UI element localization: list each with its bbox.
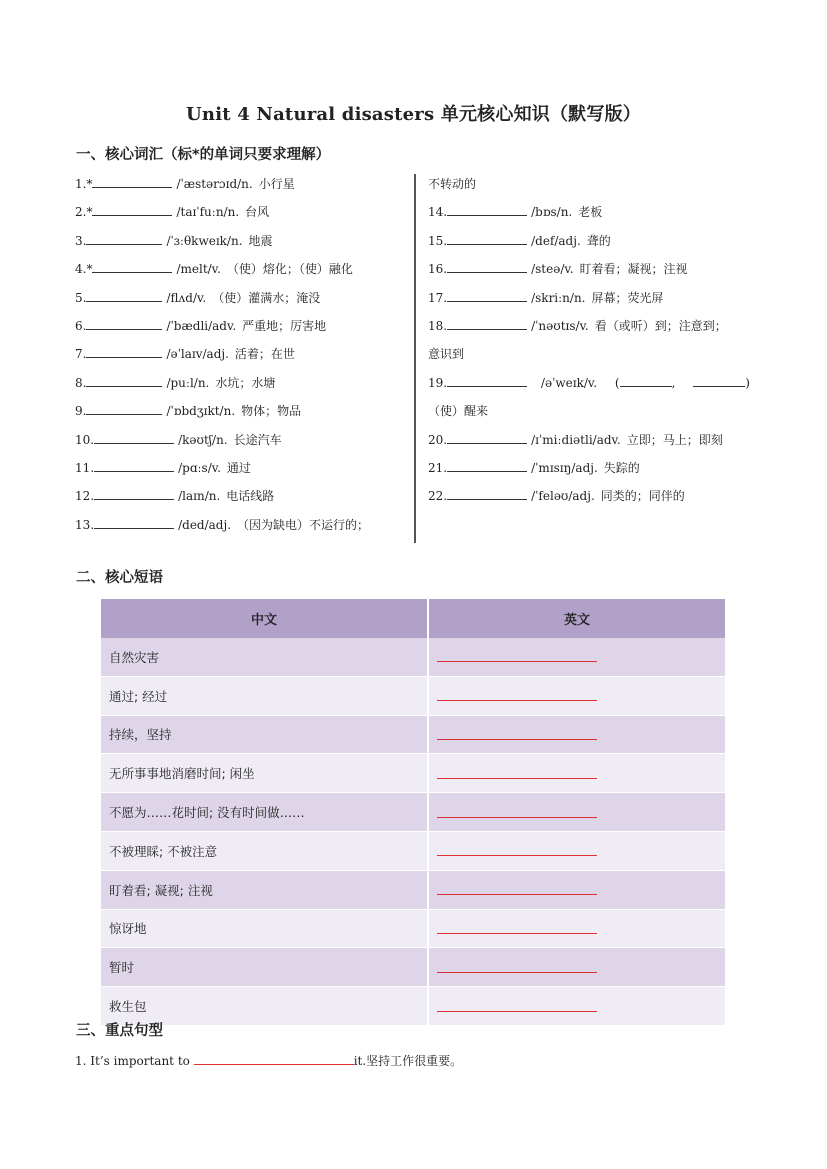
vocab-left-column — [75, 172, 405, 541]
vocab-number: 6. — [75, 318, 87, 333]
phrase-chinese: 通过; 经过 — [101, 676, 428, 715]
vocab-number: 2.* — [75, 205, 93, 220]
vocab-item — [428, 286, 763, 314]
answer-blank[interactable] — [86, 345, 162, 358]
answer-blank[interactable] — [94, 459, 174, 472]
answer-blank[interactable] — [94, 487, 174, 500]
vocab-number: 17. — [428, 290, 448, 305]
phrase-english-cell[interactable] — [428, 754, 726, 793]
phrase-chinese: 不愿为……花时间; 没有时间做…… — [101, 793, 428, 832]
phrase-english-cell[interactable] — [428, 948, 726, 987]
vocab-phonetic: /puːl/n. — [166, 375, 210, 390]
answer-blank[interactable] — [94, 431, 174, 444]
vocab-meaning: 聋的 — [586, 233, 611, 248]
vocab-item — [75, 229, 405, 257]
vocab-item — [75, 484, 405, 512]
vocab-meaning: （使）灌满水；淹没 — [212, 290, 321, 305]
vocab-number: 1.* — [75, 177, 93, 191]
answer-blank[interactable] — [447, 374, 527, 387]
answer-blank[interactable] — [437, 661, 597, 662]
vocab-item — [75, 371, 405, 399]
answer-blank[interactable] — [194, 1052, 354, 1065]
phrase-english-cell[interactable] — [428, 987, 726, 1026]
table-row — [101, 638, 726, 676]
vocab-item — [75, 399, 405, 427]
answer-blank[interactable] — [86, 402, 162, 415]
vocab-phonetic: /ɪˈmiːdiətli/adv. — [531, 432, 621, 447]
vocab-phonetic: /bɒs/n. — [531, 205, 573, 220]
phrase-english-cell[interactable] — [428, 793, 726, 832]
answer-blank[interactable] — [437, 1011, 597, 1012]
vocab-item — [428, 456, 763, 484]
answer-blank[interactable] — [437, 817, 597, 818]
vocab-item — [75, 513, 405, 541]
vocab-meaning: 看（或听）到；注意到； — [594, 318, 727, 333]
vocab-meaning: 台风 — [245, 205, 270, 220]
table-row — [101, 870, 726, 909]
vocab-number: 21. — [428, 460, 448, 475]
vocab-item — [75, 428, 405, 456]
answer-blank[interactable] — [86, 232, 162, 245]
phrase-chinese: 不被理睬; 不被注意 — [101, 831, 428, 870]
vocab-phonetic: /əˈlaɪv/adj. — [166, 347, 229, 362]
vocab-phonetic: /pɑːs/v. — [178, 460, 221, 475]
vocab-meaning: 立即；马上；即刻 — [626, 432, 723, 447]
vocab-item — [428, 200, 763, 228]
vocab-phonetic: /ˈnəʊtɪs/v. — [531, 318, 589, 333]
phrase-chinese: 自然灾害 — [101, 638, 428, 676]
vocab-18-continuation: 意识到 — [428, 347, 465, 362]
vocab-section-heading: 一、核心词汇（标*的单词只要求理解） — [76, 147, 331, 163]
vocab-number: 10. — [75, 432, 95, 447]
answer-blank[interactable] — [437, 739, 597, 740]
header-english: 英文 — [428, 599, 726, 638]
phrase-chinese: 无所事事地消磨时间; 闲坐 — [101, 754, 428, 793]
vocab-number: 20. — [428, 432, 448, 447]
table-row — [101, 831, 726, 870]
answer-blank[interactable] — [92, 175, 172, 188]
vocab-number: 12. — [75, 489, 95, 504]
table-row — [101, 676, 726, 715]
answer-blank[interactable] — [437, 972, 597, 973]
vocab-phonetic: /steə/v. — [531, 262, 574, 277]
vocab-number: 22. — [428, 489, 448, 504]
phrase-english-cell[interactable] — [428, 638, 726, 676]
vocab-meaning: 小行星 — [258, 177, 295, 191]
answer-blank[interactable] — [447, 431, 527, 444]
page-title: Unit 4 Natural disasters 单元核心知识（默写版） — [186, 104, 641, 125]
vocab-item — [428, 314, 763, 342]
vocab-item — [75, 286, 405, 314]
vocab-number: 9. — [75, 404, 87, 419]
vocab-phonetic: /ded/adj. — [178, 517, 232, 532]
answer-blank[interactable] — [92, 260, 172, 273]
phrase-chinese: 盯着看; 凝视; 注视 — [101, 870, 428, 909]
vocab-phonetic: /def/adj. — [531, 233, 581, 248]
answer-blank[interactable] — [447, 289, 527, 302]
vocab-number: 8. — [75, 375, 87, 390]
answer-blank[interactable] — [86, 374, 162, 387]
vocab-13-continuation: 不转动的 — [428, 177, 477, 191]
vocab-phonetic: /skriːn/n. — [531, 290, 586, 305]
vocab-meaning: 通过 — [226, 460, 251, 475]
vocab-item — [428, 229, 763, 257]
phrase-english-cell[interactable] — [428, 715, 726, 754]
vocab-meaning: （使）熔化；（使）融化 — [226, 262, 353, 277]
phrase-english-cell[interactable] — [428, 831, 726, 870]
vocab-item — [75, 342, 405, 370]
answer-blank[interactable] — [94, 516, 174, 529]
vocab-phonetic: /taɪˈfuːn/n. — [176, 205, 240, 220]
vocab-meaning: （因为缺电）不运行的； — [237, 517, 370, 532]
vocab-meaning: 水坑；水塘 — [215, 375, 276, 390]
phrase-chinese: 惊讶地 — [101, 909, 428, 948]
vocab-meaning: 地震 — [248, 233, 273, 248]
vocab-item — [75, 456, 405, 484]
phrases-table — [101, 599, 727, 1026]
vocab-item — [75, 172, 405, 200]
answer-blank[interactable] — [86, 289, 162, 302]
vocab-phonetic: /ˈɜːθkweɪk/n. — [166, 233, 243, 248]
vocab-item-19: 19. /əˈweɪk/v. ( , ) — [428, 375, 750, 390]
answer-blank[interactable] — [447, 203, 527, 216]
vocab-item — [428, 484, 763, 512]
vocab-phonetic: /flʌd/v. — [166, 290, 207, 305]
vocab-phonetic: /ˈbædli/adv. — [166, 318, 237, 333]
answer-blank[interactable] — [437, 778, 597, 779]
table-row — [101, 987, 726, 1026]
vocab-meaning: 屏幕；荧光屏 — [591, 290, 664, 305]
vocab-right-column — [428, 172, 763, 513]
vocab-meaning: 盯着看；凝视；注视 — [579, 262, 688, 277]
vocab-item — [428, 257, 763, 285]
vocab-phonetic: /laɪn/n. — [178, 489, 221, 504]
table-row — [101, 715, 726, 754]
table-row — [101, 909, 726, 948]
phrase-chinese: 救生包 — [101, 987, 428, 1026]
phrase-english-cell[interactable] — [428, 870, 726, 909]
answer-blank[interactable] — [86, 317, 162, 330]
answer-blank[interactable] — [437, 700, 597, 701]
answer-blank[interactable] — [620, 374, 672, 387]
answer-blank[interactable] — [447, 459, 527, 472]
vocab-meaning: 物体；物品 — [241, 404, 302, 419]
vocab-phonetic: /ˈfeləʊ/adj. — [531, 489, 595, 504]
vocab-phonetic: /ˈmɪsɪŋ/adj. — [531, 460, 598, 475]
vocab-item — [75, 314, 405, 342]
answer-blank[interactable] — [447, 260, 527, 273]
answer-blank[interactable] — [447, 232, 527, 245]
phrase-english-cell[interactable] — [428, 909, 726, 948]
vocab-item — [75, 200, 405, 228]
answer-blank[interactable] — [92, 203, 172, 216]
answer-blank[interactable] — [437, 894, 597, 895]
vocab-number: 11. — [75, 460, 95, 475]
vocab-item — [75, 257, 405, 285]
vocab-number: 4.* — [75, 262, 93, 277]
vocab-number: 18. — [428, 318, 448, 333]
vocab-meaning: 长途汽车 — [233, 432, 282, 447]
table-row — [101, 754, 726, 793]
answer-blank[interactable] — [693, 374, 745, 387]
vocab-number: 5. — [75, 290, 87, 305]
answer-blank[interactable] — [447, 317, 527, 330]
answer-blank[interactable] — [437, 855, 597, 856]
vocab-number: 16. — [428, 262, 448, 277]
phrase-english-cell[interactable] — [428, 676, 726, 715]
vocab-meaning: 电话线路 — [226, 489, 275, 504]
vocab-phonetic: /kəʊtʃ/n. — [178, 432, 228, 447]
vocab-number: 15. — [428, 233, 448, 248]
vocab-item — [428, 428, 763, 456]
sentences-section-heading: 三、重点句型 — [76, 1023, 163, 1039]
answer-blank[interactable] — [437, 933, 597, 934]
vocab-phonetic: /melt/v. — [176, 262, 221, 277]
vocab-meaning: 同类的；同伴的 — [600, 489, 685, 504]
sentence-1: 1. It’s important to it.坚持工作很重要。 — [75, 1054, 463, 1068]
vocab-number: 13. — [75, 517, 95, 532]
vocab-phonetic: /ˈɒbdʒɪkt/n. — [166, 404, 236, 419]
answer-blank[interactable] — [447, 487, 527, 500]
table-row — [101, 948, 726, 987]
phrase-chinese: 持续，坚持 — [101, 715, 428, 754]
vocab-number: 3. — [75, 233, 87, 248]
vocab-phonetic: /ˈæstərɔɪd/n. — [176, 177, 253, 191]
table-row — [101, 793, 726, 832]
vocab-19-continuation: （使）醒来 — [428, 404, 489, 419]
vocab-number: 7. — [75, 347, 87, 362]
vocab-meaning: 老板 — [578, 205, 603, 220]
header-chinese: 中文 — [101, 599, 428, 638]
vocab-number: 14. — [428, 205, 448, 220]
phrase-chinese: 暂时 — [101, 948, 428, 987]
phrases-section-heading: 二、核心短语 — [76, 570, 163, 586]
vocab-meaning: 失踪的 — [603, 460, 640, 475]
vocab-meaning: 活着；在世 — [234, 347, 295, 362]
vocab-meaning: 严重地；厉害地 — [242, 318, 327, 333]
column-divider — [414, 174, 416, 543]
